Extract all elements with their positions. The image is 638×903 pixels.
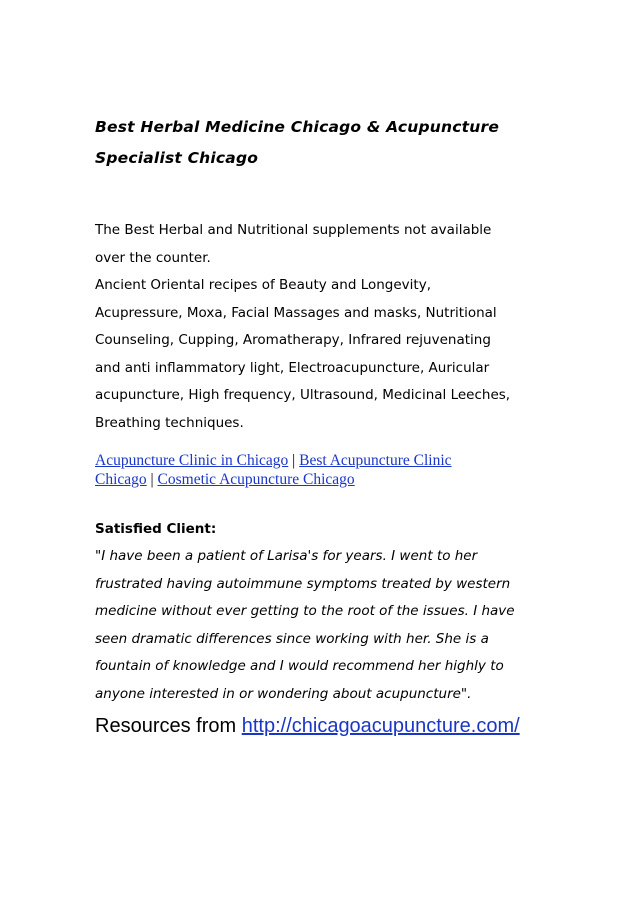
quote-line: frustrated having autoimmune symptoms treated by western	[95, 575, 511, 592]
resources-label: Resources from	[95, 715, 237, 737]
resources-link[interactable]: http://chicagoacupuncture.com/	[241, 715, 520, 737]
intro-paragraph	[95, 217, 555, 437]
satisfied-client-heading: Satisfied Client:	[95, 521, 217, 537]
link-acupuncture-clinic[interactable]: Acupuncture Clinic in Chicago	[95, 452, 289, 469]
intro-line: Breathing techniques.	[95, 414, 244, 431]
link-cosmetic-acupuncture[interactable]: Cosmetic Acupuncture Chicago	[157, 471, 355, 488]
quote-line: medicine without ever getting to the root of the issues. I have	[95, 603, 515, 619]
intro-line: Counseling, Cupping, Aromatherapy, Infrared rejuvenating	[95, 332, 491, 348]
quote-line: seen dramatic differences since working with her. She is a	[95, 630, 489, 647]
link-text-part: Chicago	[95, 471, 147, 488]
quote-line: fountain of knowledge and I would recommend her highly to	[95, 658, 504, 674]
document-page	[95, 112, 555, 739]
intro-line: Acupressure, Moxa, Facial Massages and masks, Nutritional	[95, 304, 497, 321]
intro-line: The Best Herbal and Nutritional supplements not available	[95, 222, 492, 238]
links-paragraph	[95, 451, 495, 489]
link-separator: |	[292, 452, 296, 469]
intro-line: Ancient Oriental recipes of Beauty and Longevity,	[95, 277, 431, 293]
quote-line: "I have been a patient of Larisa's for years. I went to her	[95, 548, 478, 564]
intro-line: and anti inflammatory light, Electroacupuncture, Auricular	[95, 359, 490, 376]
quote-line: anyone interested in or wondering about acupuncture".	[95, 685, 472, 702]
link-text-part: Best Acupuncture Clinic	[299, 452, 452, 469]
client-quote	[95, 543, 555, 708]
intro-line: acupuncture, High frequency, Ultrasound, Medicinal Leeches,	[95, 387, 511, 403]
title-line-1: Best Herbal Medicine Chicago & Acupuncture	[95, 118, 500, 136]
intro-line: over the counter.	[95, 249, 211, 266]
resources-line	[95, 713, 555, 739]
document-title	[95, 112, 555, 174]
link-separator: |	[150, 471, 154, 488]
title-line-2: Specialist Chicago	[95, 149, 259, 167]
